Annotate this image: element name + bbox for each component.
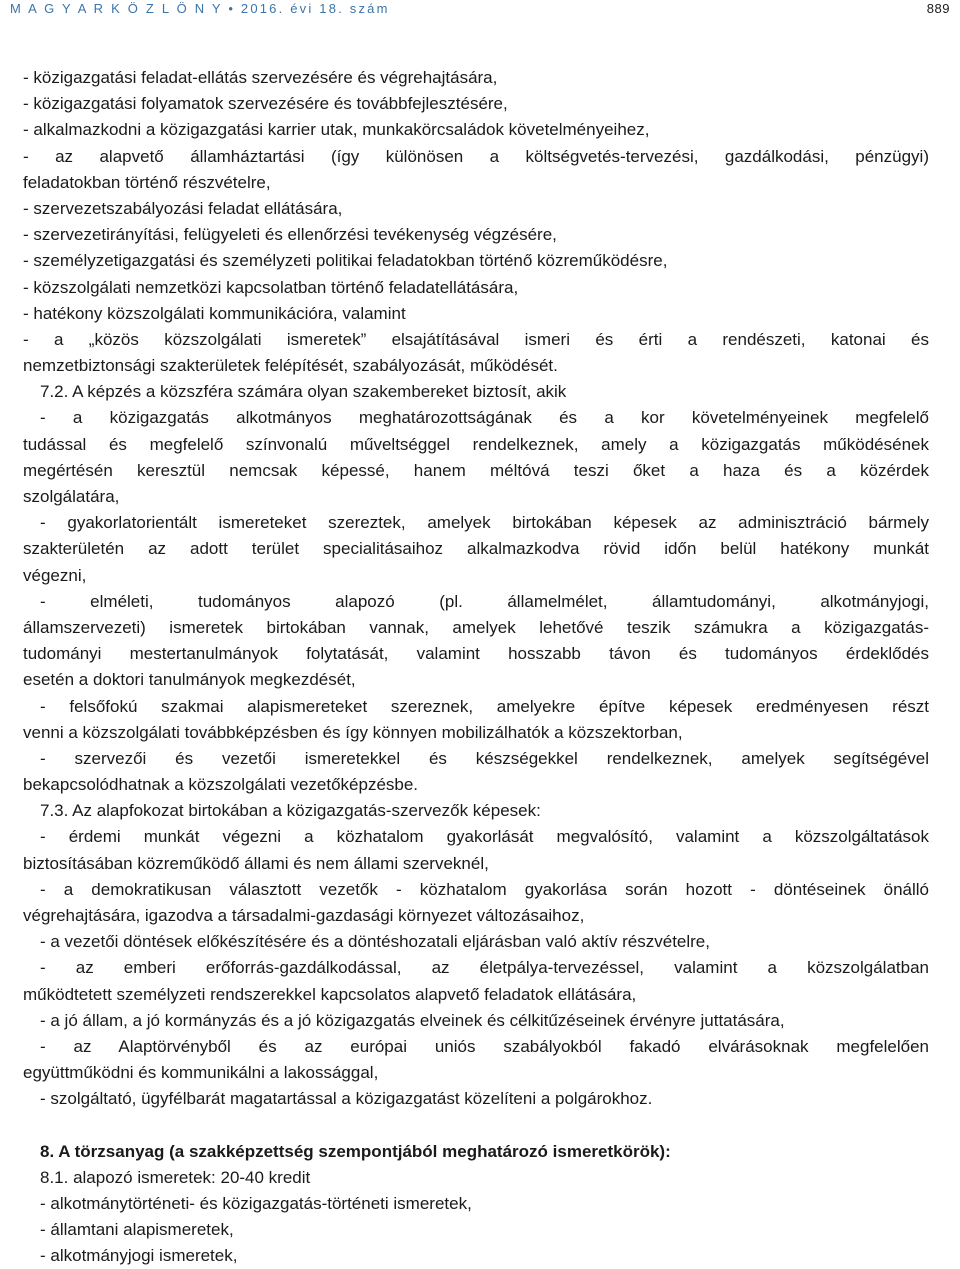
text-line: - az emberi erőforrás-gazdálkodással, az életpálya-tervezéssel, valamint a közszolgálatban: [40, 958, 929, 978]
text-line: - szervezetszabályozási feladat ellátására,: [23, 198, 343, 218]
text-line: venni a közszolgálati továbbképzésben és így könnyen mobilizálhatók a közszektorban,: [23, 722, 683, 742]
text-line: - alkotmányjogi ismeretek,: [40, 1246, 238, 1266]
text-line: - érdemi munkát végezni a közhatalom gyakorlását megvalósító, valamint a közszolgáltatások: [40, 827, 929, 847]
text-line: nemzetbiztonsági szakterületek felépítését, szabályozását, működését.: [23, 356, 558, 376]
text-line: - közigazgatási folyamatok szervezésére és továbbfejlesztésére,: [23, 94, 508, 114]
text-line: - alkalmazkodni a közigazgatási karrier utak, munkakörcsaládok követelményeihez,: [23, 120, 650, 140]
section-heading-7-3: 7.3. Az alapfokozat birtokában a közigazgatás-szervezők képesek:: [40, 801, 541, 821]
text-line: esetén a doktori tanulmányok megkezdését,: [23, 670, 356, 690]
text-line: - a vezetői döntések előkészítésére és a döntéshozatali eljárásban való aktív részvételre,: [40, 932, 710, 952]
text-line: végezni,: [23, 565, 87, 585]
text-line: - közigazgatási feladat-ellátás szervezésére és végrehajtására,: [23, 68, 498, 87]
text-line: - az alapvető államháztartási (így különösen a költségvetés-tervezési, gazdálkodási, pénzügyi): [23, 146, 929, 166]
text-line: - elméleti, tudományos alapozó (pl. államelmélet, államtudományi, alkotmányjogi,: [40, 591, 929, 611]
text-line: végrehajtására, igazodva a társadalmi-gazdasági környezet változásaihoz,: [23, 906, 585, 925]
text-line: - a demokratikusan választott vezetők - közhatalom gyakorlása során hozott - döntéseinek önálló: [40, 879, 929, 899]
text-line: - szervezői és vezetői ismeretekkel és készségekkel rendelkeznek, amelyek segítségével: [40, 748, 929, 768]
text-line: - felsőfokú szakmai alapismereteket szereznek, amelyekre építve képesek eredményesen részt: [40, 696, 929, 716]
text-line: működtetett személyzeti rendszerekkel kapcsolatos alapvető feladatok ellátására,: [23, 984, 637, 1004]
text-line: - hatékony közszolgálati kommunikációra, valamint: [23, 303, 406, 323]
text-line: bekapcsolódhatnak a közszolgálati vezetőképzésbe.: [23, 775, 419, 795]
text-line: tudományi mestertanulmányok folytatását, valamint hosszabb távon és tudományos érdeklődés: [23, 644, 929, 664]
text-line: - személyzetigazgatási és személyzeti politikai feladatokban történő közreműködésre,: [23, 251, 668, 271]
text-line: - szervezetirányítási, felügyeleti és ellenőrzési tevékenység végzésére,: [23, 225, 557, 245]
page-header: [10, 0, 950, 22]
text-line: szolgálatára,: [23, 487, 120, 506]
text-line: megértésén keresztül nemcsak képessé, hanem méltóvá teszi őket a haza és a közérdek: [23, 460, 929, 480]
text-line: biztosításában közreműködő állami és nem állami szerveknél,: [23, 853, 489, 873]
text-line: feladatokban történő részvételre,: [23, 172, 271, 192]
text-line: - alkotmánytörténeti- és közigazgatás-történeti ismeretek,: [40, 1193, 472, 1213]
text-line: - szolgáltató, ügyfélbarát magatartással a közigazgatást közelíteni a polgárokhoz.: [40, 1089, 653, 1109]
text-line: - a közigazgatás alkotmányos meghatározottságának és a kor követelményeinek megfelelő: [40, 408, 929, 428]
text-line: - közszolgálati nemzetközi kapcsolatban történő feladatellátására,: [23, 277, 519, 297]
text-line: - a „közös közszolgálati ismeretek” elsajátításával ismeri és érti a rendészeti, katonai és: [23, 329, 929, 349]
text-line: együttműködni és kommunikálni a lakossággal,: [23, 1063, 379, 1083]
page-number: 889: [926, 1, 950, 16]
section-heading-7-2: 7.2. A képzés a közszféra számára olyan szakembereket biztosít, akik: [40, 382, 567, 402]
document-body: [23, 65, 929, 1269]
text-line: - államtani alapismeretek,: [40, 1220, 234, 1240]
text-line: - az Alaptörvényből és az európai uniós szabályokból fakadó elvárásoknak megfelelően: [40, 1036, 929, 1056]
text-line: szakterületén az adott terület specialitásaihoz alkalmazkodva rövid időn belül hatékony munkát: [23, 539, 929, 559]
text-line: államszervezeti) ismeretek birtokában vannak, amelyek lehetővé teszik számukra a közigazgatás-: [23, 617, 929, 637]
journal-title: M A G Y A R K Ö Z L Ö N Y • 2016. évi 18. szám: [10, 1, 390, 16]
text-line: tudással és megfelelő színvonalú műveltséggel rendelkeznek, amely a közigazgatás működésének: [23, 434, 929, 454]
text-line: - gyakorlatorientált ismereteket szereztek, amelyek birtokában képesek az adminisztráció bármely: [40, 513, 929, 533]
section-heading-8: 8. A törzsanyag (a szakképzettség szempontjából meghatározó ismeretkörök):: [40, 1141, 671, 1161]
text-line: - a jó állam, a jó kormányzás és a jó közigazgatás elveinek és célkitűzéseinek érvényre juttatására,: [40, 1010, 785, 1030]
subsection-heading-8-1: 8.1. alapozó ismeretek: 20-40 kredit: [40, 1167, 311, 1187]
